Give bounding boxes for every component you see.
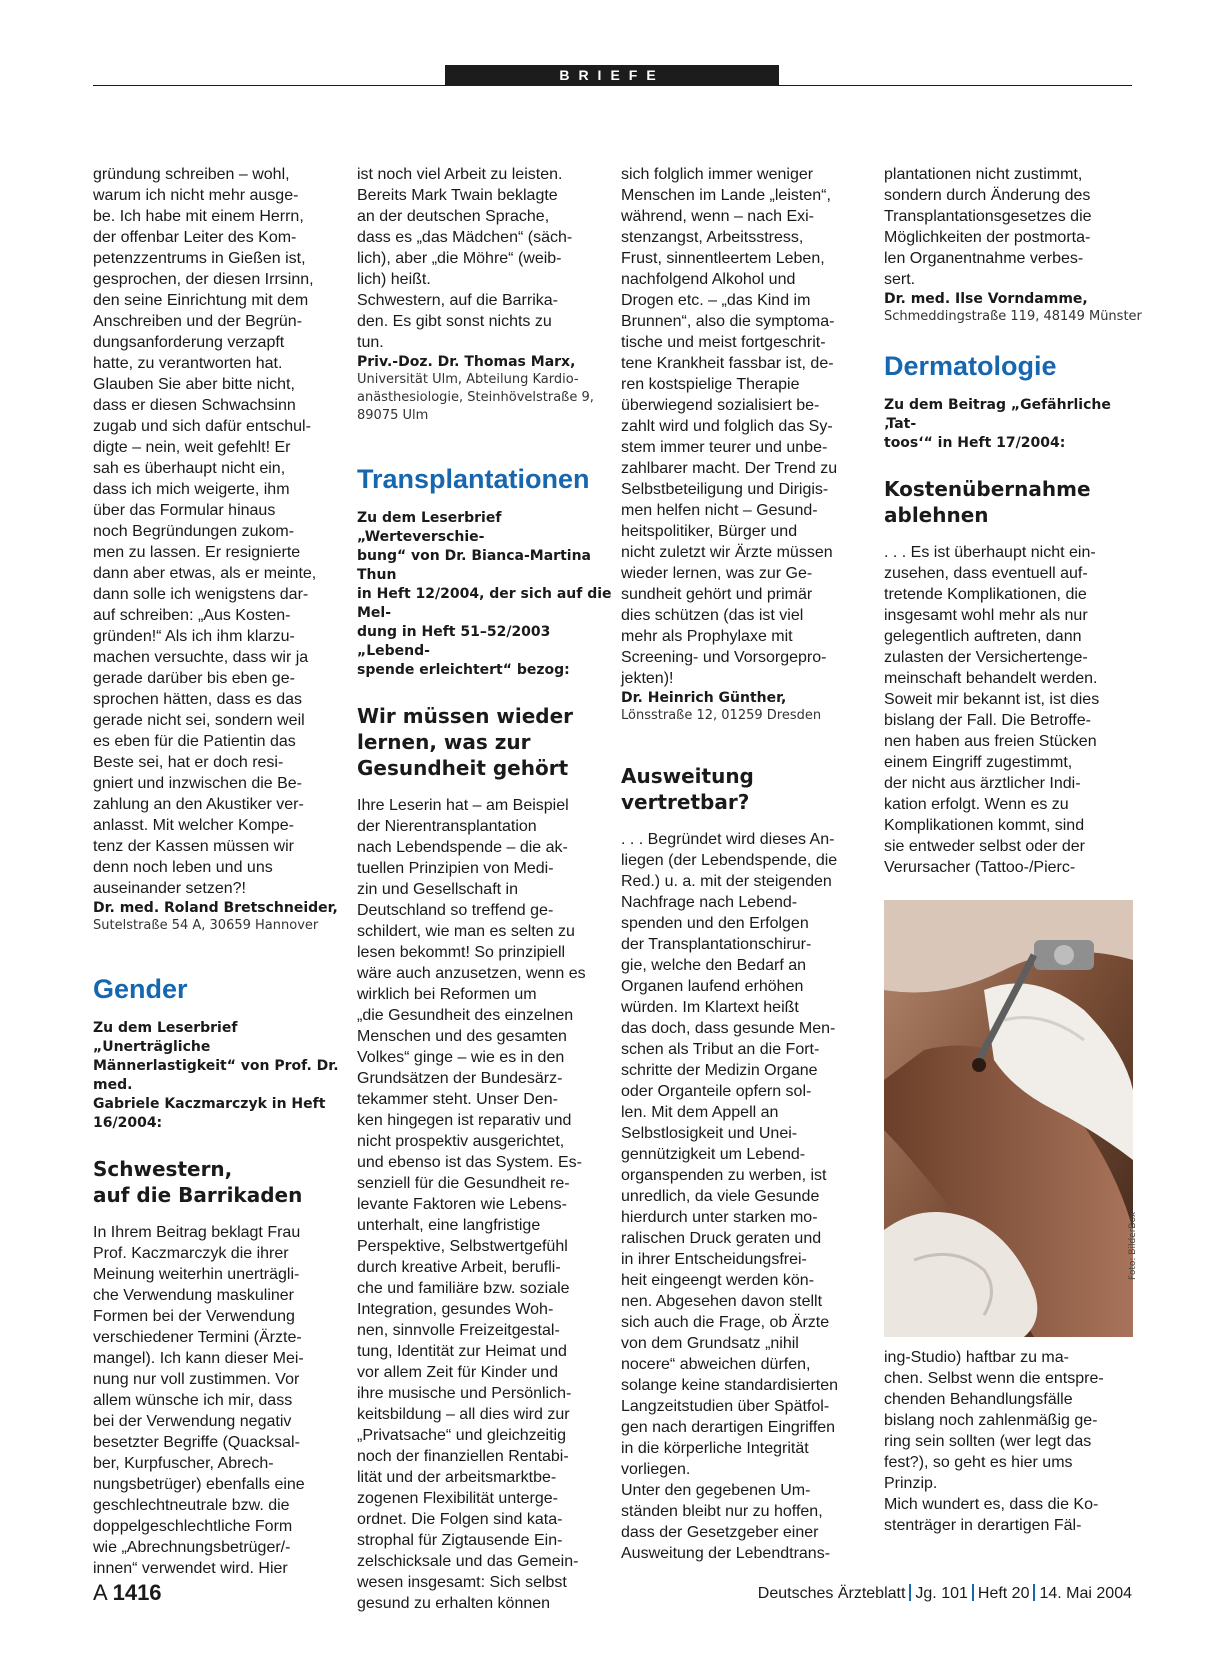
journal-info bbox=[758, 1583, 1132, 1605]
author-name: Dr. med. Ilse Vorndamme, bbox=[884, 291, 1088, 307]
letter-headline: Ausweitung vertretbar? bbox=[621, 764, 754, 814]
author-name: Dr. med. Roland Bretschneider, bbox=[93, 900, 338, 916]
author-address: Sutelstraße 54 A, 30659 Hannover bbox=[93, 918, 319, 933]
letter-text: sich folglich immer weniger Menschen im Lande „leisten“, während, wenn – nach Exi- stenzangst, Arbeitsstress, Frust, sinnentleertem Leben, nachfolgend Alkohol und Drogen etc. – „das Kind im Brunnen“, also die symptoma- tische und meist fortgeschrit- tene Krankheit fassbar ist, de- ren kostspielige Therapie überwiegend sozialisiert be- zahlt wird und folglich das Sy- stem immer teurer und unbe- zahlbarer macht. Der Trend zu Selbstbeteiligung und Dirigis- men helfen nicht – Gesund- heitspolitiker, Bürger und nicht zuletzt wir Ärzte müssen wieder lernen, was zur Ge- sundheit gehört und primär dies schützen (das ist viel mehr als Prophylaxe mit Screening- und Vorsorgepro- jekten)! bbox=[621, 166, 838, 687]
section-title-gender: Gender bbox=[93, 974, 188, 1004]
separator bbox=[909, 1584, 911, 1601]
column-3 bbox=[621, 164, 881, 1564]
letter-text: gründung schreiben – wohl, warum ich nicht mehr ausge- be. Ich habe mit einem Herrn, der offenbar Leiter des Kom- petenzzentrums in Gießen ist, gesprochen, der diesen Irrsinn, den seine Einrichtung mit dem Anschreiben und der Begrün- dungsanforderung verzapft hatte, zu verantworten hat. Glauben Sie aber bitte nicht, dass er diesen Schwachsinn zugab und sich dafür entschul- digte – nein, weit gefehlt! Er sah es überhaupt nicht ein, dass ich mich weigerte, ihm über das Formular hinaus noch Begründungen zukom- men zu lassen. Er resignierte dann aber etwas, als er meinte, dann solle ich wenigstens dar- auf schreiben: „Aus Kosten- gründen!“ Als ich ihm klarzu- machen versuchte, dass wir ja gerade darüber bis eben ge- sprochen hätten, dass es das gerade nicht sei, sondern weil es eben für die Patientin das Beste sei, hat er doch resi- gniert und inzwischen die Be- zahlung an den Akustiker ver- anlasst. Mit welcher Kompe- tenz der Kassen müssen wir denn noch leben und uns auseinander setzen?! bbox=[93, 166, 317, 897]
journal-issue: Heft 20 bbox=[977, 1585, 1030, 1602]
author-name: Dr. Heinrich Günther, bbox=[621, 690, 787, 706]
letter-text: . . . Es ist überhaupt nicht ein- zusehen, dass eventuell auf- tretende Komplikationen, die insgesamt wohl mehr als nur gelegentlich auftreten, dann zulasten der Versichertenge- meinschaft behandelt werden. Soweit mir bekannt ist, ist dies bislang der Fall. Die Betroffe- nen haben aus freien Stücken einem Eingriff zugestimmt, der nicht aus ärztlicher Indi- kation erfolgt. Wenn es zu Komplikationen kommt, sind sie entweder selbst oder der Verursacher (Tattoo-/Pierc- bbox=[884, 544, 1100, 876]
page-number bbox=[93, 1579, 162, 1607]
letter-headline: Schwestern, auf die Barrikaden bbox=[93, 1157, 303, 1207]
reference-note: Zu dem Beitrag „Gefährliche ‚Tat- toos‘“ in Heft 17/2004: bbox=[884, 397, 1111, 451]
reference-note: Zu dem Leserbrief „Unerträgliche Männerlastigkeit“ von Prof. Dr. med. Gabriele Kaczmarczyk in Heft 16/2004: bbox=[93, 1020, 339, 1131]
letter-text: In Ihrem Beitrag beklagt Frau Prof. Kaczmarczyk die ihrer Meinung weiterhin unerträgli- che Verwendung maskuliner Formen bei der Verwendung verschiedener Termini (Ärzte- mangel). Ich kann dieser Mei- nung nur voll zustimmen. Vor allem wünsche ich mir, dass bei der Verwendung negativ besetzter Begriffe (Quacksal- ber, Kurpfuscher, Abrech- nungsbetrüger) ebenfalls eine geschlechtneutrale bzw. die doppelgeschlechtliche Form wie „Abrechnungsbetrüger/- innen“ verwendet wird. Hier bbox=[93, 1224, 305, 1577]
tattoo-photo bbox=[884, 900, 1133, 1337]
section-header: BRIEFE bbox=[445, 65, 779, 86]
letter-text: plantationen nicht zustimmt, sondern durch Änderung des Transplantationsgesetzes die Möglichkeiten der postmorta- len Organentnahme verbes- sert. bbox=[884, 166, 1092, 288]
journal-date: 14. Mai 2004 bbox=[1039, 1585, 1132, 1602]
letter-headline: Wir müssen wieder lernen, was zur Gesundheit gehört bbox=[357, 704, 574, 780]
letter-text: ist noch viel Arbeit zu leisten. Bereits Mark Twain beklagte an der deutschen Sprache, dass es „das Mädchen“ (säch- lich), aber „die Möhre“ (weib- lich) heißt. Schwestern, auf die Barrika- den. Es gibt sonst nichts zu tun. bbox=[357, 166, 573, 351]
author-address: Lönsstraße 12, 01259 Dresden bbox=[621, 708, 822, 723]
letter-text: Ihre Leserin hat – am Beispiel der Nierentransplantation nach Lebendspende – die ak- tuellen Prinzipien von Medi- zin und Gesellschaft in Deutschland so treffend ge- schildert, wie man es selten zu lesen bekommt! So prinzipiell wäre auch anzusetzen, wenn es wirklich bei Reformen um „die Gesundheit des einzelnen Menschen und des gesamten Volkes“ ginge – wie es in den Grundsätzen der Bundesärz- tekammer steht. Unser Den- ken hingegen ist reparativ und nicht prospektiv ausgerichtet, und ebenso ist das System. Es- senziell für die Gesundheit re- levante Faktoren wie Lebens- unterhalt, eine langfristige Perspektive, Selbstwertgefühl durch kreative Arbeit, berufli- che und familiäre bzw. soziale Integration, gesundes Woh- nen, sinnvolle Freizeitgestal- tung, Identität zur Heimat und vor allem Zeit für Kinder und ihre musische und Persönlich- keitsbildung – all dies wird zur „Privatsache“ und gleichzeitig noch der finanziellen Rentabi- lität und der arbeitsmarktbe- zogenen Flexibilität unterge- ordnet. Die Folgen sind kata- strophal für Zigtausende Ein- zelschicksale und das Gemein- wesen insgesamt: Sich selbst gesund zu erhalten können bbox=[357, 797, 586, 1612]
author-address: Schmeddingstraße 119, 48149 Münster bbox=[884, 309, 1142, 324]
journal-name: Deutsches Ärzteblatt bbox=[757, 1585, 906, 1602]
journal-volume: Jg. 101 bbox=[915, 1585, 968, 1602]
separator bbox=[1033, 1584, 1035, 1601]
photo-credit: Foto: BilderBox bbox=[1128, 1211, 1138, 1280]
section-title-transplantationen: Transplantationen bbox=[357, 464, 590, 494]
author-address: Universität Ulm, Abteilung Kardio- anästhesiologie, Steinhövelstraße 9, 89075 Ulm bbox=[357, 372, 594, 423]
separator bbox=[972, 1584, 974, 1601]
column-2 bbox=[357, 164, 617, 1614]
page-footer bbox=[93, 1579, 1132, 1607]
letter-headline: Kostenübernahme ablehnen bbox=[884, 477, 1091, 527]
page-prefix: A bbox=[93, 1580, 107, 1605]
reference-note: Zu dem Leserbrief „Werteverschie- bung“ von Dr. Bianca-Martina Thun in Heft 12/2004, der sich auf die Mel- dung in Heft 51–52/2003 „Lebend- spende erleichtert“ bezog: bbox=[357, 510, 612, 678]
author-name: Priv.-Doz. Dr. Thomas Marx, bbox=[357, 354, 576, 370]
page-number-value: 1416 bbox=[112, 1580, 162, 1605]
section-title-dermatologie: Dermatologie bbox=[884, 351, 1057, 381]
letter-text: ing-Studio) haftbar zu ma- chen. Selbst wenn die entspre- chenden Behandlungsfälle bislang noch zahlenmäßig ge- ring sein sollten (wer legt das fest?), so geht es hier ums Prinzip. Mich wundert es, dass die Ko- stenträger in derartigen Fäl- bbox=[884, 1349, 1104, 1534]
column-1 bbox=[93, 164, 353, 1579]
letter-text: . . . Begründet wird dieses An- liegen (der Lebendspende, die Red.) u. a. mit der steigenden Nachfrage nach Lebend- spenden und den Erfolgen der Transplantationschirur- gie, welche den Bedarf an Organen laufend erhöhen würden. Im Klartext heißt das doch, dass gesunde Men- schen als Tribut an die Fort- schritte der Medizin Organe oder Organteile opfern sol- len. Mit dem Appell an Selbstlosigkeit und Unei- gennützigkeit um Lebend- organspenden zu werben, ist unredlich, da viele Gesunde hierdurch unter starken mo- ralischen Druck geraten und in ihrer Entscheidungsfrei- heit eingeengt werden kön- nen. Abgesehen davon stellt sich auch die Frage, ob Ärzte von dem Grundsatz „nihil nocere“ abweichen dürfen, solange keine standardisierten Langzeitstudien über Spätfol- gen nach derartigen Eingriffen in die körperliche Integrität vorliegen. Unter den gegebenen Um- ständen bleibt nur zu hoffen, dass der Gesetzgeber einer Ausweitung der Lebendtrans- bbox=[621, 831, 839, 1562]
column-4 bbox=[884, 164, 1144, 1536]
